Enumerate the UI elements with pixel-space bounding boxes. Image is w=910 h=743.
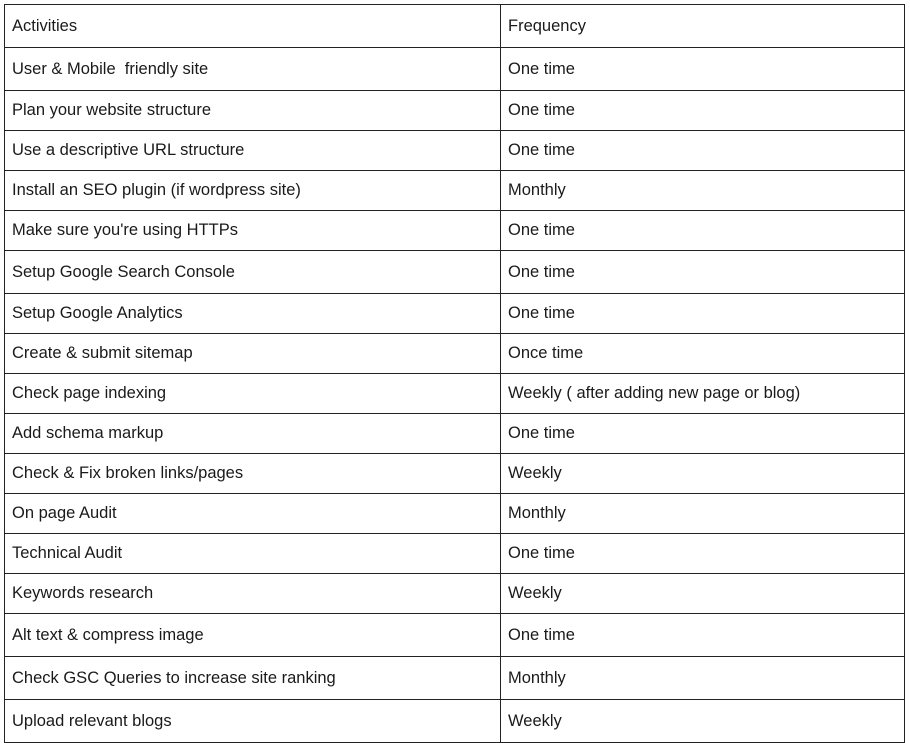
activity-cell: Use a descriptive URL structure: [5, 131, 501, 171]
activity-cell: Check & Fix broken links/pages: [5, 454, 501, 494]
header-frequency: Frequency: [501, 5, 905, 48]
activity-cell: Upload relevant blogs: [5, 700, 501, 743]
frequency-cell: One time: [501, 414, 905, 454]
table-row: [5, 251, 905, 294]
frequency-cell: Weekly: [501, 454, 905, 494]
frequency-cell: One time: [501, 614, 905, 657]
frequency-cell: One time: [501, 534, 905, 574]
table-row: [5, 334, 905, 374]
table-header-row: [5, 5, 905, 48]
activity-cell: User & Mobile friendly site: [5, 48, 501, 91]
frequency-cell: Weekly: [501, 574, 905, 614]
frequency-cell: One time: [501, 211, 905, 251]
table-row: [5, 494, 905, 534]
frequency-cell: Monthly: [501, 171, 905, 211]
frequency-cell: One time: [501, 294, 905, 334]
table-row: [5, 534, 905, 574]
activity-cell: Alt text & compress image: [5, 614, 501, 657]
table-row: [5, 131, 905, 171]
header-activities: Activities: [5, 5, 501, 48]
activity-cell: Plan your website structure: [5, 91, 501, 131]
frequency-cell: Monthly: [501, 494, 905, 534]
activity-cell: Install an SEO plugin (if wordpress site): [5, 171, 501, 211]
activity-cell: On page Audit: [5, 494, 501, 534]
activity-cell: Check GSC Queries to increase site ranking: [5, 657, 501, 700]
activity-cell: Setup Google Search Console: [5, 251, 501, 294]
table-row: [5, 454, 905, 494]
table-row: [5, 171, 905, 211]
frequency-cell: One time: [501, 48, 905, 91]
table-row: [5, 91, 905, 131]
frequency-cell: One time: [501, 91, 905, 131]
table-row: [5, 657, 905, 700]
activity-cell: Check page indexing: [5, 374, 501, 414]
seo-activities-table: [4, 4, 905, 743]
activity-cell: Technical Audit: [5, 534, 501, 574]
activity-cell: Setup Google Analytics: [5, 294, 501, 334]
frequency-cell: One time: [501, 251, 905, 294]
activity-cell: Create & submit sitemap: [5, 334, 501, 374]
table-row: [5, 700, 905, 743]
activity-cell: Make sure you're using HTTPs: [5, 211, 501, 251]
table-row: [5, 294, 905, 334]
frequency-cell: Monthly: [501, 657, 905, 700]
table-row: [5, 614, 905, 657]
frequency-cell: Weekly ( after adding new page or blog): [501, 374, 905, 414]
table-row: [5, 48, 905, 91]
table-row: [5, 211, 905, 251]
table-row: [5, 374, 905, 414]
activity-cell: Keywords research: [5, 574, 501, 614]
activity-cell: Add schema markup: [5, 414, 501, 454]
table-row: [5, 414, 905, 454]
frequency-cell: One time: [501, 131, 905, 171]
table-row: [5, 574, 905, 614]
frequency-cell: Weekly: [501, 700, 905, 743]
frequency-cell: Once time: [501, 334, 905, 374]
